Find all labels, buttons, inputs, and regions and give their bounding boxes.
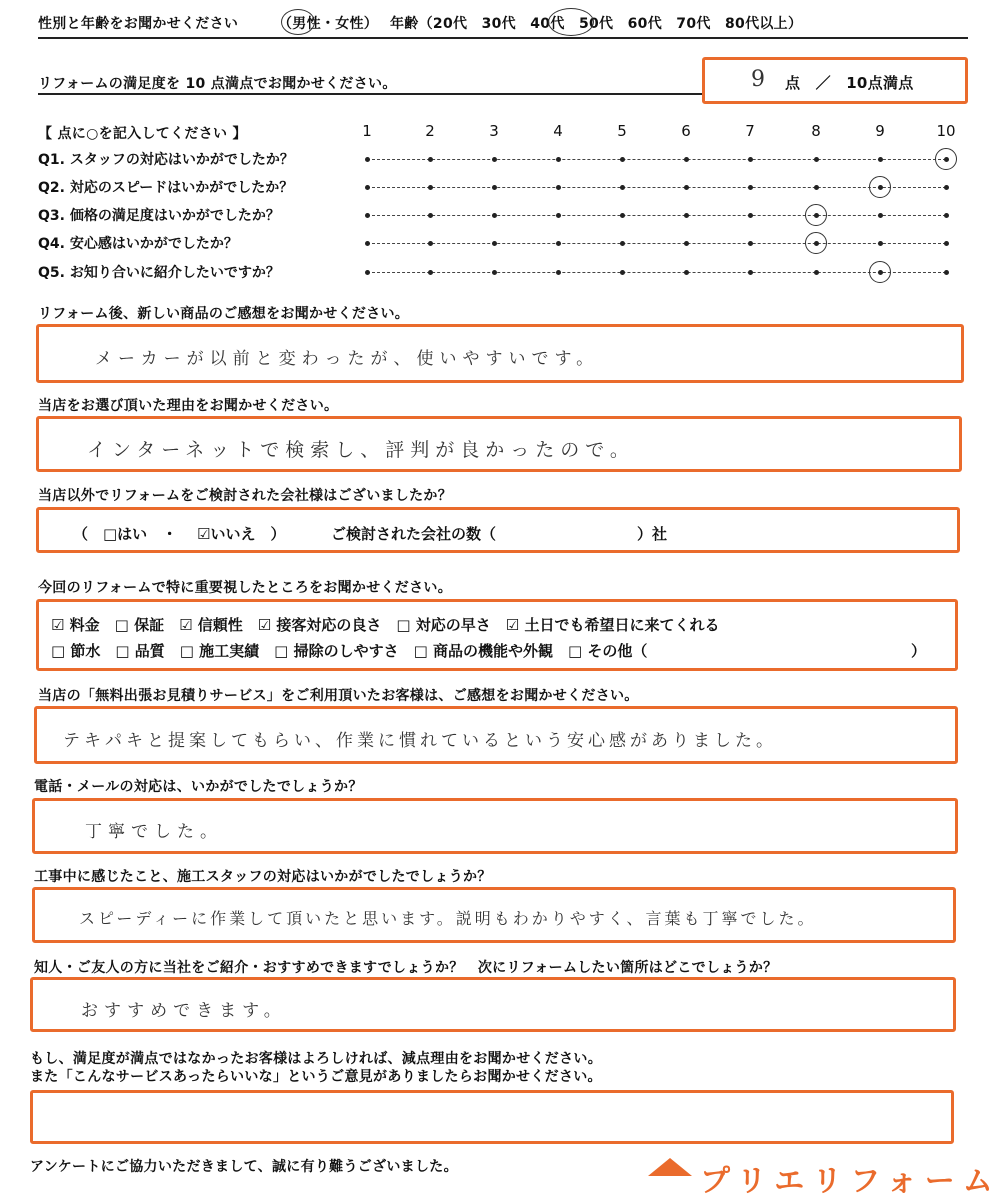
scale-dot <box>748 241 753 246</box>
phone-answer: 丁寧でした。 <box>85 822 223 842</box>
scale-dot <box>365 270 370 275</box>
gender-options: （男性・女性） <box>278 16 379 32</box>
question-label: Q4. 安心感はいかがでしたか？ <box>38 236 238 252</box>
construction-answer: スピーディーに作業して頂いたと思います。説明もわかりやすく、言葉も丁寧でした。 <box>79 909 817 928</box>
scale-dot <box>944 270 949 275</box>
rating-circle-mark <box>805 204 827 226</box>
rating-circle-mark <box>869 176 891 198</box>
scale-dot <box>684 270 689 275</box>
scale-dot <box>878 213 883 218</box>
priority-label: 今回のリフォームで特に重要視したところをお聞かせください。 <box>38 580 452 596</box>
scale-dot <box>492 241 497 246</box>
rating-circle-mark <box>869 261 891 283</box>
after-answer-box <box>36 324 964 383</box>
scale-dot <box>365 157 370 162</box>
reason-answer: インターネットで検索し、評判が良かったので。 <box>87 439 635 461</box>
scale-dot <box>620 157 625 162</box>
improve-label-1: もし、満足度が満点ではなかったお客様はよろしければ、減点理由をお聞かせください。 <box>30 1051 602 1067</box>
recommend-answer-box <box>30 977 956 1032</box>
reason-answer-box <box>36 416 962 472</box>
scale-dot <box>365 213 370 218</box>
question-label: Q3. 価格の満足度はいかがでしたか？ <box>38 208 280 224</box>
improve-answer-box <box>30 1090 954 1144</box>
scale-number: 10 <box>936 122 956 140</box>
recommend-answer: おすすめできます。 <box>81 1001 287 1021</box>
estimate-answer: テキパキと提案してもらい、作業に慣れているという安心感がありました。 <box>63 731 777 751</box>
question-label: Q1. スタッフの対応はいかがでしたか？ <box>38 152 294 168</box>
scale-dot <box>428 157 433 162</box>
scale-dot <box>365 241 370 246</box>
gender-age-label: 性別と年齢をお聞かせください <box>38 16 239 32</box>
age-circle-mark <box>548 8 594 36</box>
scale-dot <box>878 241 883 246</box>
priority-box <box>36 599 958 671</box>
scale-line <box>367 159 946 160</box>
scale-dot <box>748 213 753 218</box>
scale-dot <box>556 270 561 275</box>
estimate-answer-box <box>34 706 958 764</box>
scale-number: 2 <box>425 122 435 140</box>
scale-dot <box>748 185 753 190</box>
house-logo-icon <box>642 1154 702 1184</box>
scale-dot <box>556 185 561 190</box>
recommend-label: 知人・ご友人の方に当社をご紹介・おすすめできますでしょうか？ 次にリフォームしたい箇所はどこでしょうか？ <box>34 960 778 976</box>
logo-text: プリエリフォーム <box>700 1164 1001 1199</box>
priority-row-2: □ 節水 □ 品質 □ 施工実績 □ 掃除のしやすさ □ 商品の機能や外観 □ その他（ <box>51 642 648 660</box>
scale-number: 8 <box>811 122 821 140</box>
scale-dot <box>944 185 949 190</box>
scale-line <box>367 243 946 244</box>
satisfaction-label: リフォームの満足度を 10 点満点でお聞かせください。 <box>38 76 397 92</box>
phone-answer-box <box>32 798 958 854</box>
others-no-option: ☑いいえ ） <box>197 525 286 543</box>
satisfaction-score-box <box>702 57 968 104</box>
brand-logo <box>642 1154 1001 1199</box>
scale-dot <box>748 157 753 162</box>
scale-line <box>367 272 946 273</box>
scale-dot <box>556 241 561 246</box>
scale-dot <box>814 185 819 190</box>
scale-dot <box>684 241 689 246</box>
gender-circle-mark <box>281 9 315 35</box>
scale-number: 7 <box>745 122 755 140</box>
scale-dot <box>684 185 689 190</box>
others-answer-box <box>36 507 960 553</box>
priority-row-1: ☑ 料金 □ 保証 ☑ 信頼性 ☑ 接客対応の良さ □ 対応の早さ ☑ 土日でも希望日に来てくれる <box>51 616 720 634</box>
after-label: リフォーム後、新しい商品のご感想をお聞かせください。 <box>38 306 410 322</box>
scale-dot <box>492 157 497 162</box>
scale-dot <box>556 157 561 162</box>
scale-dot <box>944 213 949 218</box>
scale-dot <box>878 157 883 162</box>
score-unit: 点 ／ 10点満点 <box>785 74 914 92</box>
estimate-label: 当店の「無料出張お見積りサービス」をご利用頂いたお客様は、ご感想をお聞かせください。 <box>38 688 639 704</box>
scale-dot <box>556 213 561 218</box>
scale-dot <box>684 157 689 162</box>
scale-dot <box>620 213 625 218</box>
others-count-suffix: ）社 <box>637 525 668 543</box>
question-label: Q2. 対応のスピードはいかがでしたか？ <box>38 180 294 196</box>
others-label: 当店以外でリフォームをご検討された会社様はございましたか？ <box>38 488 452 504</box>
scale-dot <box>428 213 433 218</box>
scale-dot <box>492 270 497 275</box>
scale-dot <box>684 213 689 218</box>
thanks-text: アンケートにご協力いただきまして、誠に有り難うございました。 <box>30 1159 458 1175</box>
after-answer: メーカーが以前と変わったが、使いやすいです。 <box>95 349 600 369</box>
scale-dot <box>814 157 819 162</box>
priority-row-2-close: ） <box>911 642 927 660</box>
construction-label: 工事中に感じたこと、施工スタッフの対応はいかがでしたでしょうか？ <box>34 869 492 885</box>
header-rule <box>38 37 968 39</box>
scale-dot <box>365 185 370 190</box>
others-yes-option: （ □はい ・ <box>73 525 193 543</box>
scale-number: 3 <box>489 122 499 140</box>
scale-dot <box>620 270 625 275</box>
scale-dot <box>814 270 819 275</box>
scale-dot <box>620 185 625 190</box>
others-count-label: ご検討された会社の数（ <box>331 525 497 543</box>
scale-dot <box>428 185 433 190</box>
scale-dot <box>492 185 497 190</box>
rating-circle-mark <box>935 148 957 170</box>
scale-instruction: 【 点に○を記入してください 】 <box>38 126 247 142</box>
age-options: 年齢（20代 30代 40代 50代 60代 70代 80代以上） <box>390 16 803 32</box>
scale-line <box>367 187 946 188</box>
scale-number: 4 <box>553 122 563 140</box>
improve-label-2: また「こんなサービスあったらいいな」というご意見がありましたらお聞かせください。 <box>30 1069 602 1085</box>
score-handwritten: 9 <box>751 67 765 92</box>
reason-label: 当店をお選び頂いた理由をお聞かせください。 <box>38 398 339 414</box>
scale-dot <box>944 241 949 246</box>
scale-number: 9 <box>875 122 885 140</box>
scale-line <box>367 215 946 216</box>
scale-dot <box>428 270 433 275</box>
construction-answer-box <box>32 887 956 943</box>
rating-circle-mark <box>805 232 827 254</box>
question-label: Q5. お知り合いに紹介したいですか？ <box>38 265 280 281</box>
scale-number: 5 <box>617 122 627 140</box>
scale-dot <box>428 241 433 246</box>
scale-number: 1 <box>362 122 372 140</box>
scale-number: 6 <box>681 122 691 140</box>
satisfaction-rule <box>38 93 702 95</box>
scale-dot <box>620 241 625 246</box>
phone-label: 電話・メールの対応は、いかがでしたでしょうか？ <box>34 779 363 795</box>
scale-dot <box>492 213 497 218</box>
scale-dot <box>748 270 753 275</box>
